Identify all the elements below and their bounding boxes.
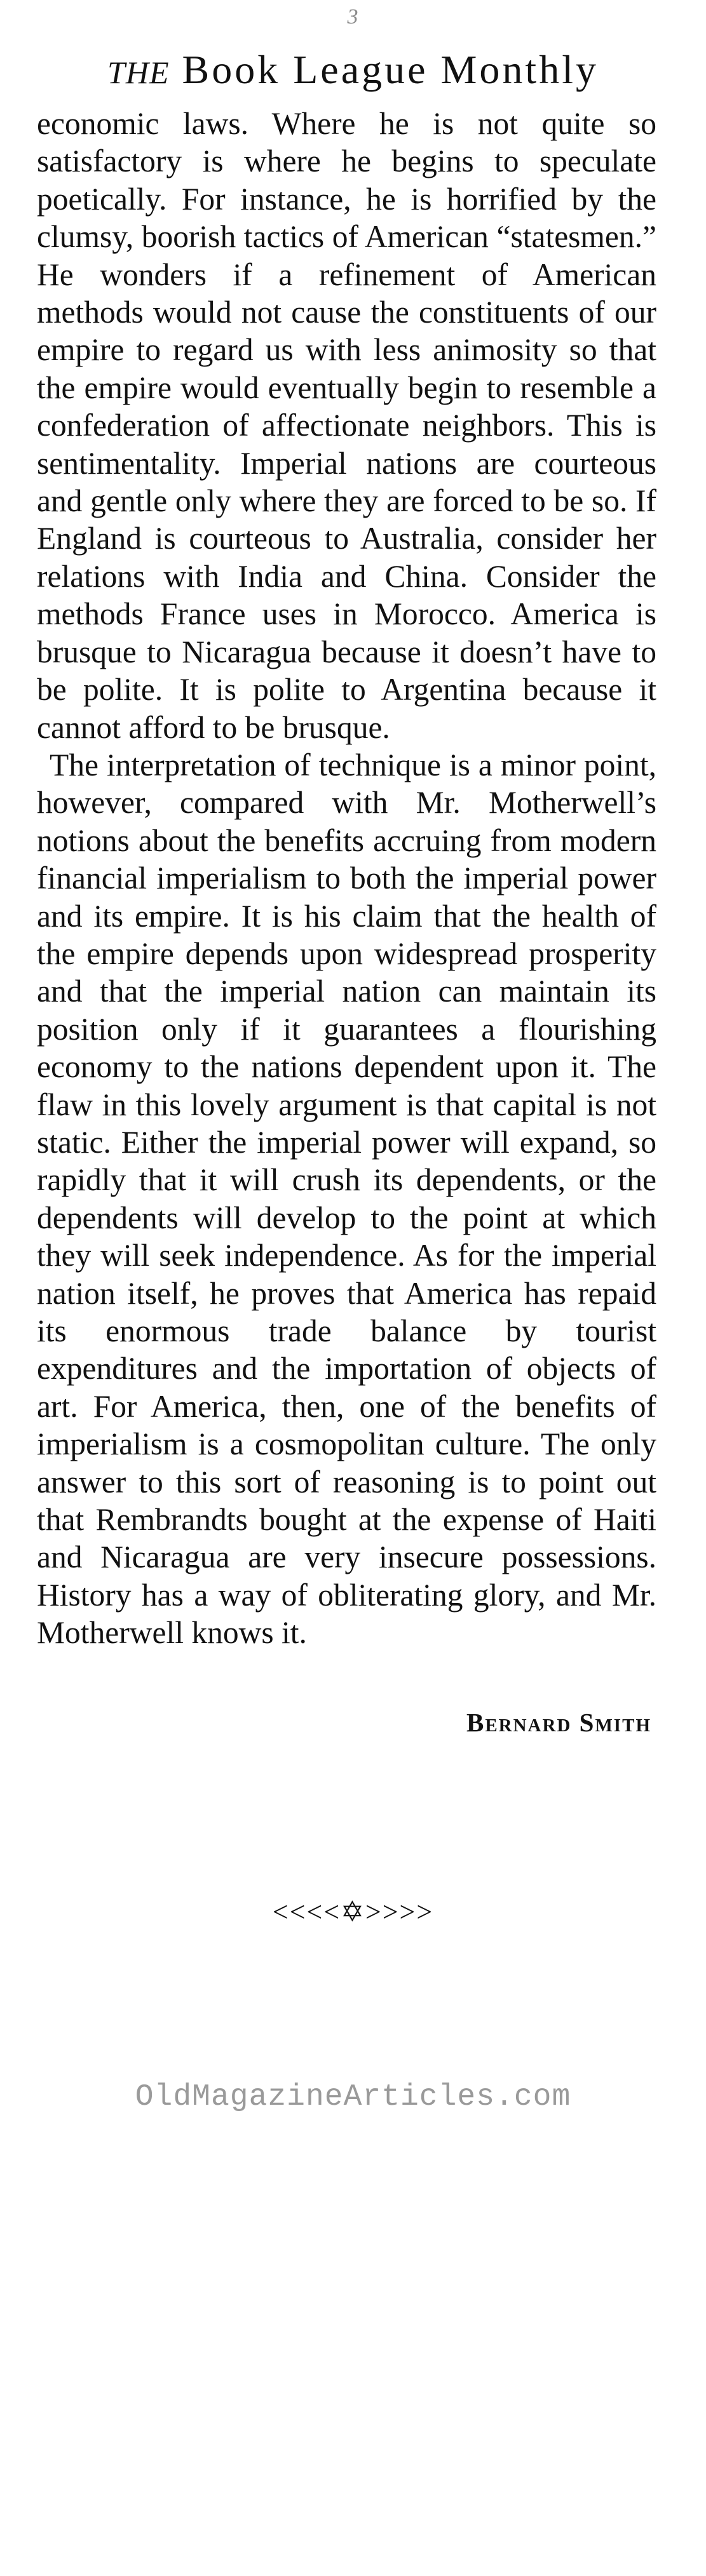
masthead [0,47,706,92]
page-number: 3 [347,5,359,29]
article-paragraph-2: The interpretation of technique is a minor point, however, compared with Mr. Motherwell’s notions about the benefits accruing from modern financial imperialism to both the imperial power and its empire. It is his claim that the health of the empire depends upon widespread prosperity and that the imperial nation can maintain its position only if it guarantees a flourishing economy to the nations dependent upon it. The flaw in this lovely argument is that capital is not static. Either the imperial power will expand, so rapidly that it will crush its dependents, or the dependents will develop to the point at which they will seek independence. As for the imperial nation itself, he proves that America has repaid its enormous trade balance by tourist expenditures and the importation of objects of art. For America, then, one of the benefits of imperialism is a cosmopolitan culture. The only answer to this sort of reasoning is to point out that Rembrandts bought at the expense of Haiti and Nicaragua are very insecure possessions. History has a way of obliterating glory, and Mr. Motherwell knows it. [37,747,656,1651]
masthead-title: Book League Monthly [182,47,599,92]
article-body [37,105,656,1652]
source-watermark: OldMagazineArticles.com [135,2080,571,2114]
author-byline: Bernard Smith [466,1708,651,1737]
ornament-divider: <<<<✡>>>> [272,1896,434,1928]
masthead-the: THE [107,55,170,90]
article-paragraph-1: economic laws. Where he is not quite so satisfactory is where he begins to speculate poetically. For instance, he is horrified by the clumsy, boorish tactics of American “statesmen.” He wonders if a refinement of American methods would not cause the constituents of our empire to regard us with less animosity so that the empire would eventually begin to resemble a confederation of affectionate neighbors. This is sentimentality. Imperial nations are courteous and gentle only where they are forced to be so. If England is courteous to Australia, consider her relations with India and China. Consider the methods France uses in Morocco. America is brusque to Nicaragua because it doesn’t have to be polite. It is polite to Argentina because it cannot afford to be brusque. [37,106,656,745]
